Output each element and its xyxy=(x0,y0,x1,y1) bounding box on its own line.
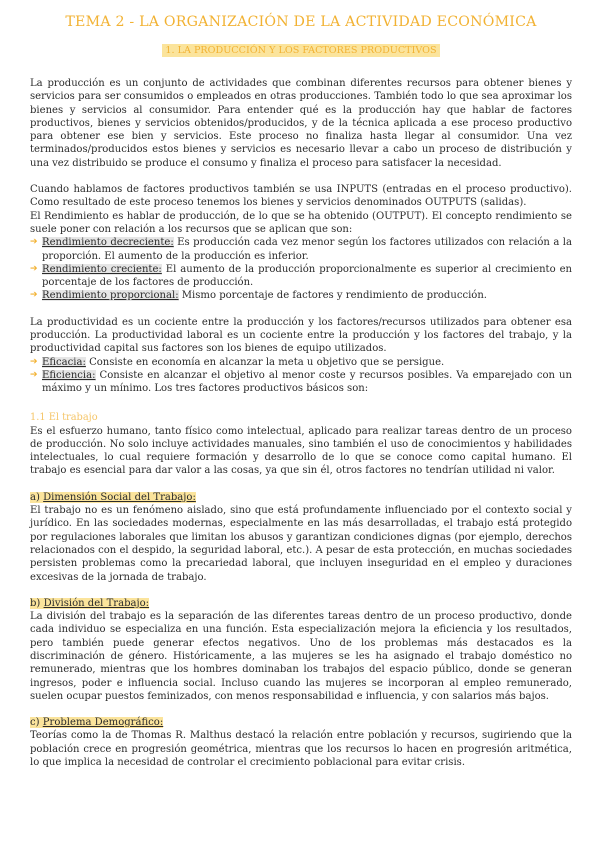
arrow-icon: ➔ xyxy=(30,290,38,301)
document-page xyxy=(30,14,572,769)
arrow-icon: ➔ xyxy=(30,263,38,274)
list-item: ➔ Rendimiento creciente: El aumento de la producción proporcionalmente es superior al crecimiento en porcentaje de los factores de producción. xyxy=(30,263,572,289)
list-item: ➔ Eficiencia: Consiste en alcanzar el objetivo al menor coste y recursos posibles. Va emparejado con un máximo y un mínimo. Los tres factores productivos básicos son: xyxy=(30,369,572,395)
arrow-icon: ➔ xyxy=(30,237,38,248)
list-item: ➔ Rendimiento decreciente: Es producción cada vez menor según los factores utilizados con relación a la proporción. El aumento de la producción es inferior. xyxy=(30,237,572,262)
list-item: ➔ Rendimiento proporcional: Mismo porcentaje de factores y rendimiento de producción. xyxy=(30,290,487,302)
section-heading-a: a) Dimensión Social del Trabajo: xyxy=(30,491,196,503)
section-heading-c: c) Problema Demográfico: xyxy=(30,717,164,729)
paragraph-productividad: La productividad es un cociente entre la producción y los factores/recursos utilizados para obtener esa producción. La productividad laboral es un cociente entre la producción y los factores del trabajo, y la productividad capital sus factores son los bienes de equipo utilizados. xyxy=(30,316,572,355)
rendimiento-list xyxy=(30,236,572,302)
paragraph-trabajo: Es el esfuerzo humano, tanto físico como intelectual, aplicado para realizar tareas dentro de un proceso de producción. No solo incluye actividades manuales, sino también el uso de conocimientos y habilidades intelectuales, lo cual requiere formación y desarrollo de lo que se conoce como capital humano. El trabajo es esencial para dar valor a las cosas, ya que sin él, otros factores no tendrían utilidad ni valor. xyxy=(30,425,572,477)
section-subtitle: 1. LA PRODUCCIÓN Y LOS FACTORES PRODUCTIVOS xyxy=(162,44,439,57)
paragraph-division-trabajo: La división del trabajo es la separación de las diferentes tareas dentro de un proceso productivo, donde cada individuo se especializa en una función. Esta especialización mejora la eficiencia y los resultados, pero también puede generar efectos negativos. Uno de los problemas más destacados es la discriminación de género. Históricamente, a las mujeres se les ha asignado el trabajo doméstico no remunerado, mientras que los hombres dominaban los trabajos del espacio público, donde se generan ingresos, poder e influencia social. Incluso cuando las mujeres se incorporan al empleo remunerado, suelen ocupar puestos feminizados, con menos responsabilidad e influencia, y con salarios más bajos. xyxy=(30,611,572,702)
doc-title: TEMA 2 - LA ORGANIZACIÓN DE LA ACTIVIDAD ECONÓMICA xyxy=(65,14,537,30)
subsection-heading-trabajo: 1.1 El trabajo xyxy=(30,411,98,423)
paragraph-production: La producción es un conjunto de actividades que combinan diferentes recursos para obtener bienes y servicios para ser consumidos o empleados en otras producciones. También todo lo que sea aproximar los bienes y servicios al consumidor. Para entender qué es la producción hay que hablar de factores productivos, bienes y servicios obtenidos/producidos, y de la técnica aplicada a ese proceso productivo para obtener ese bien y servicios. Este proceso no finaliza hasta llegar al consumidor. Una vez terminados/producidos estos bienes y servicios es necesario llevar a cabo un proceso de distribución y una vez distribuido se produce el consumo y finaliza el proceso para satisfacer la necesidad. xyxy=(30,78,572,169)
paragraph-problema-demografico: Teorías como la de Thomas R. Malthus destacó la relación entre población y recursos, sugiriendo que la población crece en progresión geométrica, mientras que los recursos lo hacen en progresión aritmética, lo que implica la necesidad de controlar el crecimiento poblacional para evitar crisis. xyxy=(30,730,572,769)
list-item: ➔ Eficacia: Consiste en economía en alcanzar la meta u objetivo que se persigue. xyxy=(30,356,445,368)
paragraph-inputs: Cuando hablamos de factores productivos también se usa INPUTS (entradas en el proceso productivo). Como resultado de este proceso tenemos los bienes y servicios denominados OUTPUTS (salidas). xyxy=(30,184,572,209)
eficacia-list xyxy=(30,356,572,396)
paragraph-dimension-social: El trabajo no es un fenómeno aislado, sino que está profundamente influenciado por el contexto social y jurídico. En las sociedades modernas, especialmente en las más desarrolladas, el trabajo está protegido por regulaciones laborales que limitan los abusos y garantizan condiciones dignas (por ejemplo, derechos relacionados con el despido, la seguridad laboral, etc.). A pesar de esta protección, en muchas sociedades persisten problemas como la precariedad laboral, que incluyen inseguridad en el empleo y duraciones excesivas de la jornada de trabajo. xyxy=(30,505,573,583)
arrow-icon: ➔ xyxy=(30,356,38,367)
section-heading-b: b) División del Trabajo: xyxy=(30,597,150,609)
arrow-icon: ➔ xyxy=(30,369,38,380)
paragraph-rendimiento: El Rendimiento es hablar de producción, de lo que se ha obtenido (OUTPUT). El concepto rendimiento se suele poner con relación a los recursos que se aplican que son: xyxy=(30,210,572,235)
